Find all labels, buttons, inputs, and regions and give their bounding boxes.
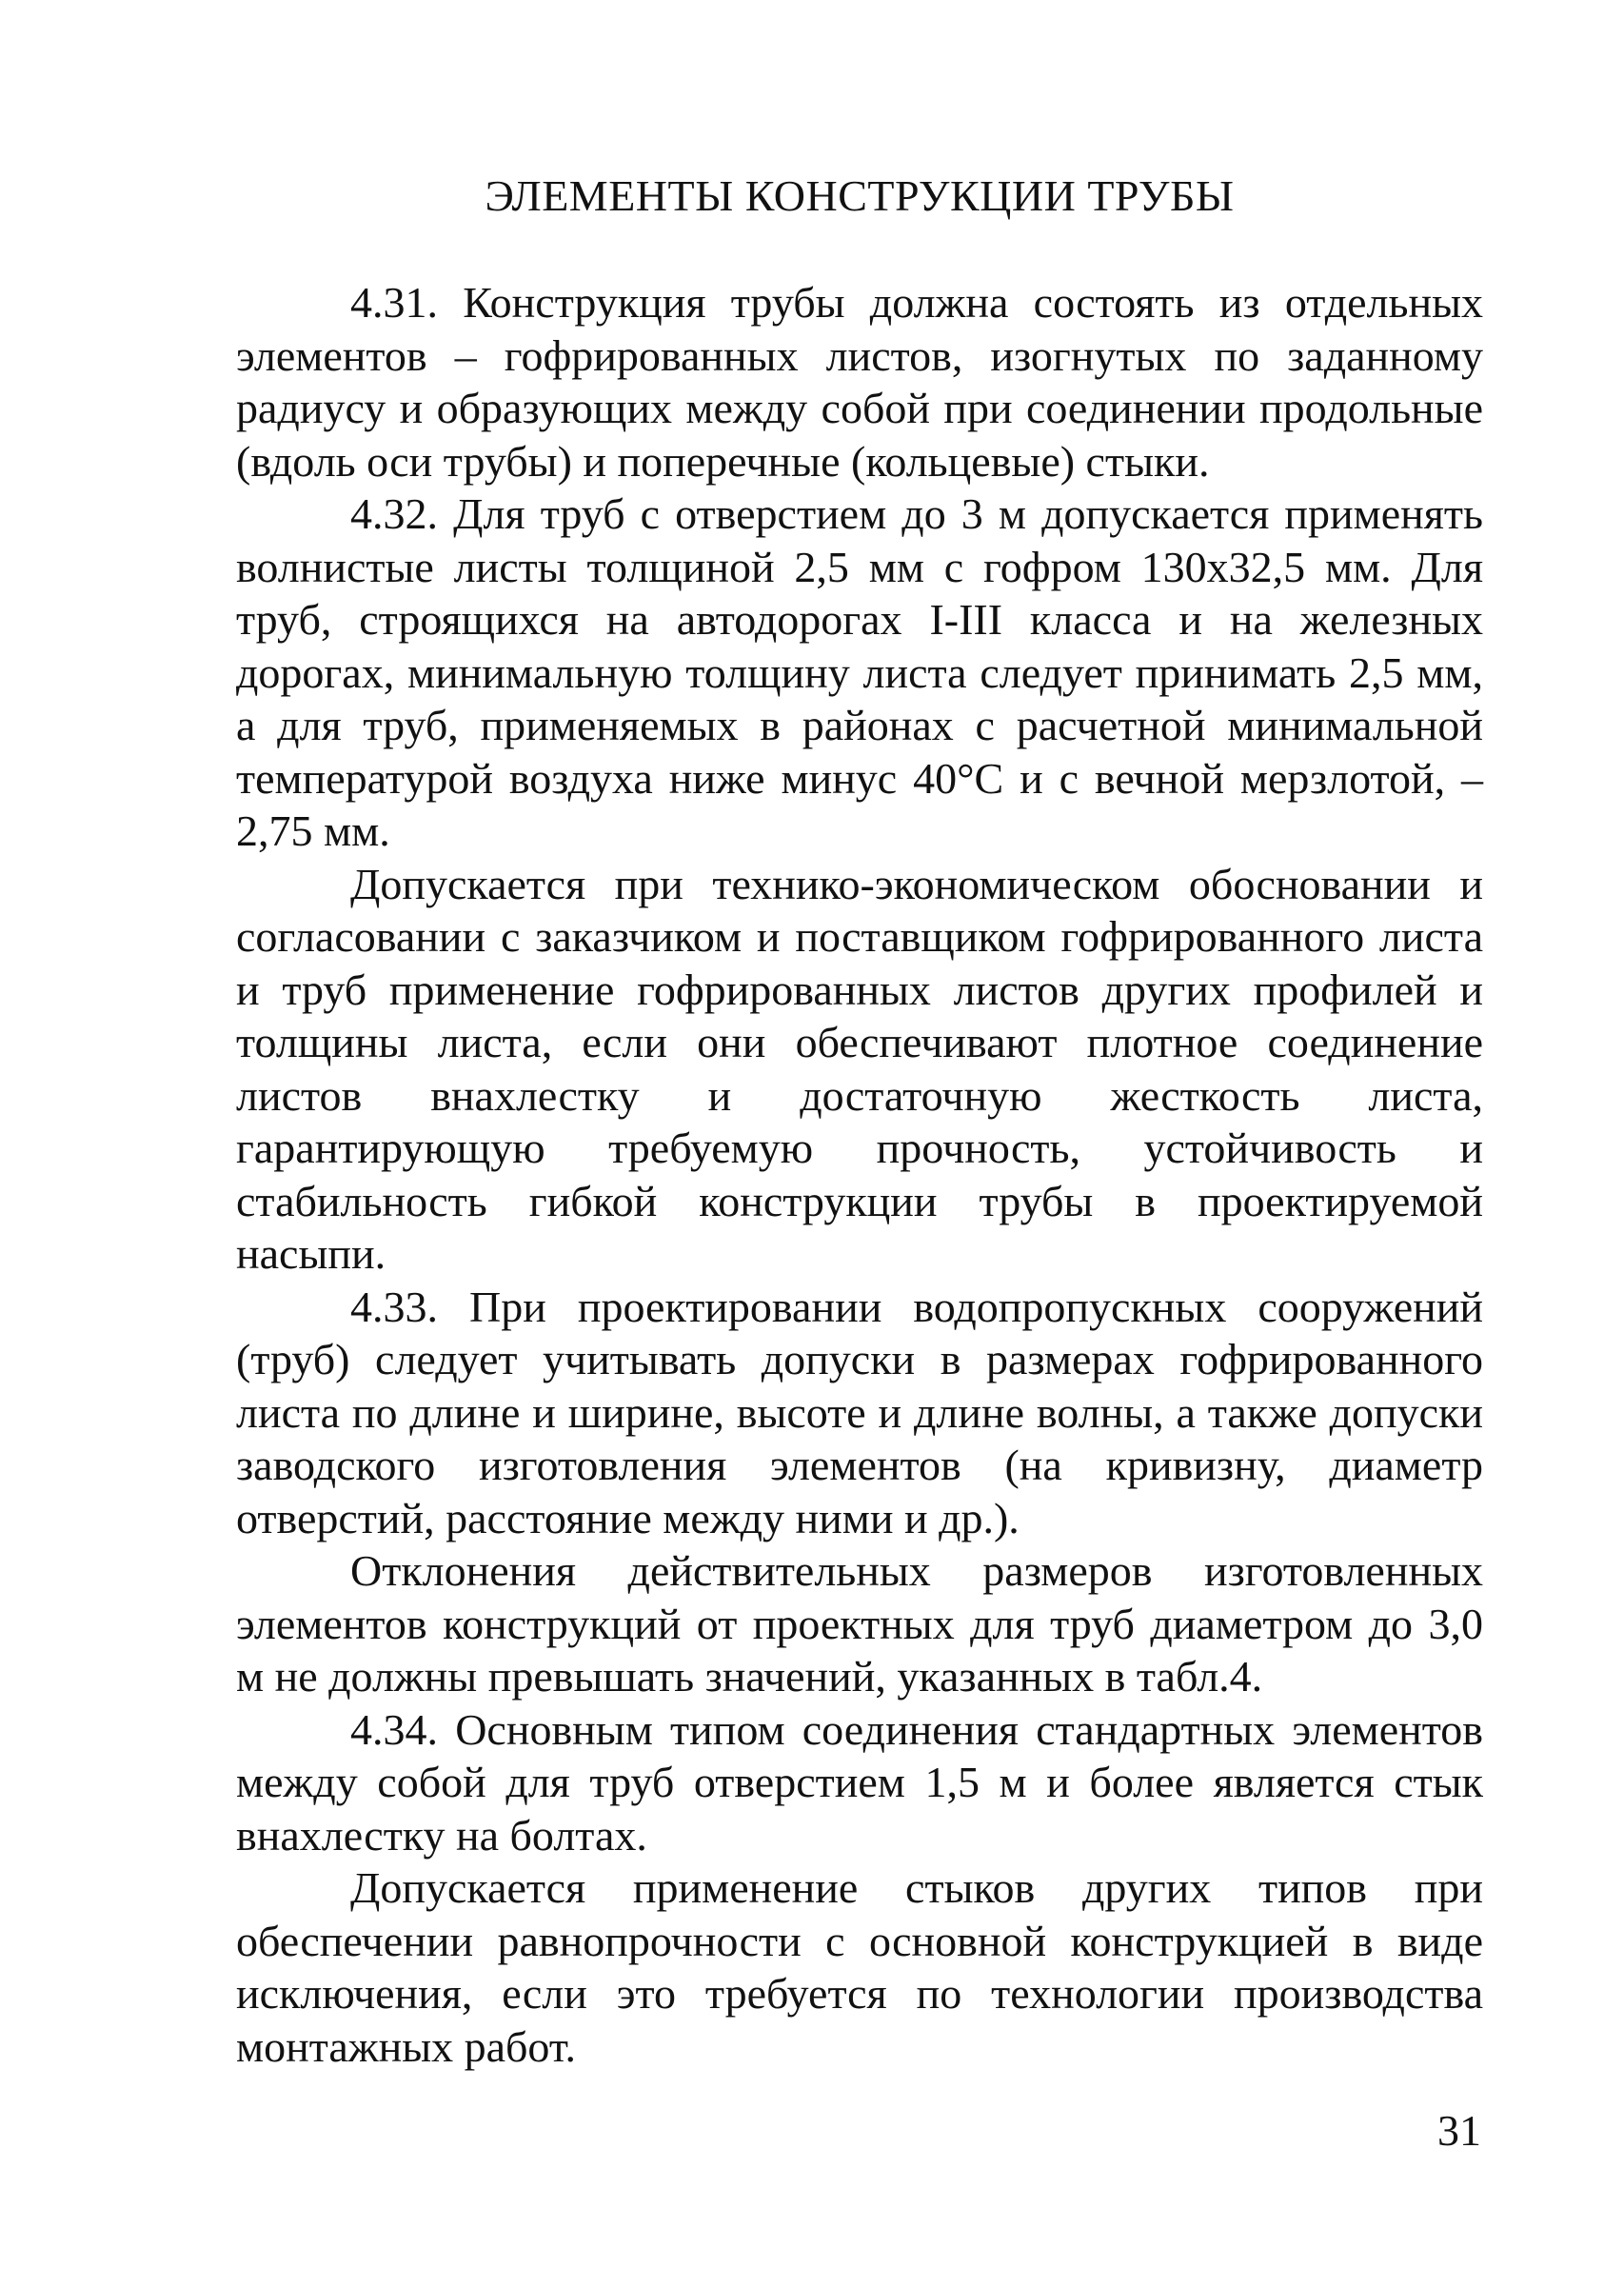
paragraph-4-34-exceptions: Допускается применение стыков других типов при обеспечении равнопрочности с основной конструкцией в виде исключения, если это требуется по технологии производства монтажных работ. — [236, 1863, 1483, 2071]
page-number: 31 — [1437, 2106, 1481, 2155]
paragraph-4-32-allowance: Допускается при технико-экономическом обосновании и согласовании с заказчиком и поставщиком гофрированного листа и труб применение гофрированных листов других профилей и толщины листа, если они обеспечивают плотное соединение листов внахлестку и достаточную жесткость листа, гарантирующую требуемую прочность, устойчивость и стабильность гибкой конструкции трубы в проектируемой насыпи. — [236, 859, 1483, 1278]
paragraph-4-33: 4.33. При проектировании водопропускных сооружений (труб) следует учитывать допуски в размерах гофрированного листа по длине и ширине, высоте и длине волны, а также допуски заводского изготовления элементов (на кривизну, диаметр отверстий, расстояние между ними и др.). — [236, 1282, 1483, 1542]
section-heading: ЭЛЕМЕНТЫ КОНСТРУКЦИИ ТРУБЫ — [485, 171, 1235, 220]
paragraph-4-33-deviations: Отклонения действительных размеров изготовленных элементов конструкций от проектных для труб диаметром до 3,0 м не должны превышать значений, указанных в табл.4. — [236, 1546, 1483, 1701]
paragraph-4-32: 4.32. Для труб с отверстием до 3 м допускается применять волнистые листы толщиной 2,5 мм с гофром 130х32,5 мм. Для труб, строящихся на автодорогах I-III класса и на железных дорогах, минимальную толщину листа следует принимать 2,5 мм, а для труб, применяемых в районах с расчетной минимальной температурой воздуха ниже минус 40°С и с вечной мерзлотой, – 2,75 мм. — [236, 489, 1483, 855]
paragraph-4-31: 4.31. Конструкция трубы должна состоять из отдельных элементов – гофрированных листов, изогнутых по заданному радиусу и образующих между собой при соединении продольные (вдоль оси трубы) и поперечные (кольцевые) стыки. — [236, 278, 1483, 486]
paragraph-4-34: 4.34. Основным типом соединения стандартных элементов между собой для труб отверстием 1,5 м и более является стык внахлестку на болтах. — [236, 1704, 1483, 1860]
body-text — [236, 276, 1483, 2073]
